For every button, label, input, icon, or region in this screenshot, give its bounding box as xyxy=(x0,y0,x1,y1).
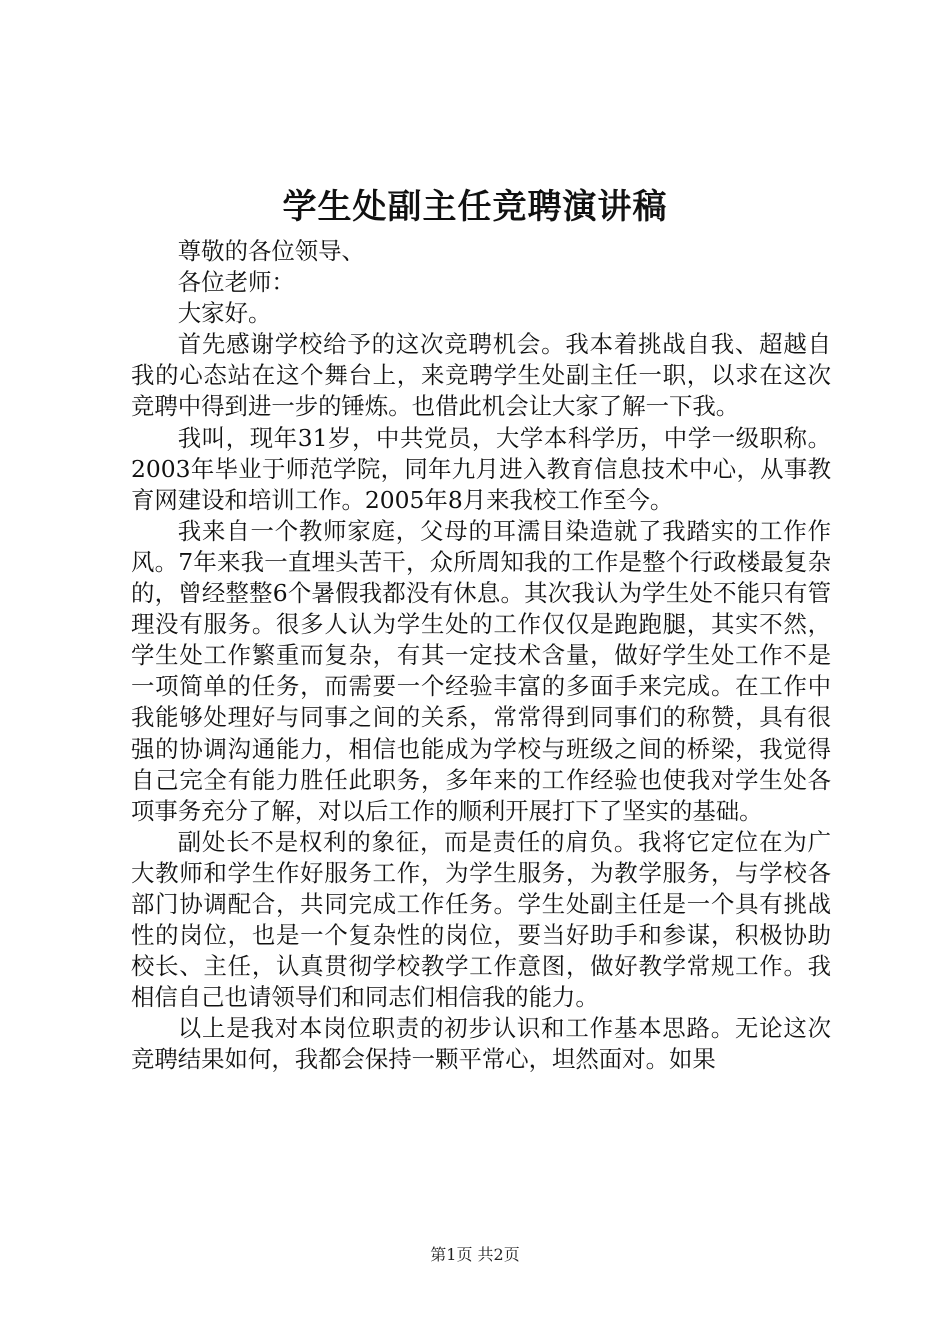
body-paragraph: 以上是我对本岗位职责的初步认识和工作基本思路。无论这次竞聘结果如何，我都会保持一颗平常心，坦然面对。如果 xyxy=(131,1014,831,1074)
body-paragraph: 我来自一个教师家庭，父母的耳濡目染造就了我踏实的工作作风。7年来我一直埋头苦干，众所周知我的工作是整个行政楼最复杂的，曾经整整6个暑假我都没有休息。其次我认为学生处不能只有管理没有服务。很多人认为学生处的工作仅仅是跑跑腿，其实不然，学生处工作繁重而复杂，有其一定技术含量，做好学生处工作不是一项简单的任务，而需要一个经验丰富的多面手来完成。在工作中我能够处理好与同事之间的关系，常常得到同事们的称赞，具有很强的协调沟通能力，相信也能成为学校与班级之间的桥梁，我觉得自己完全有能力胜任此职务，多年来的工作经验也使我对学生处各项事务充分了解，对以后工作的顺利开展打下了坚实的基础。 xyxy=(131,516,831,825)
greeting-line: 尊敬的各位领导、 xyxy=(177,237,365,265)
document-body xyxy=(131,236,831,1076)
body-paragraph: 首先感谢学校给予的这次竞聘机会。我本着挑战自我、超越自我的心态站在这个舞台上，来竞聘学生处副主任一职，以求在这次竞聘中得到进一步的锤炼。也借此机会让大家了解一下我。 xyxy=(131,330,831,421)
body-paragraph: 副处长不是权利的象征，而是责任的肩负。我将它定位在为广大教师和学生作好服务工作，为学生服务，为教学服务，与学校各部门协调配合，共同完成工作任务。学生处副主任是一个具有挑战性的岗位，也是一个复杂性的岗位，要当好助手和参谋，积极协助校长、主任，认真贯彻学校教学工作意图，做好教学常规工作。我相信自己也请领导们和同志们相信我的能力。 xyxy=(131,827,831,1012)
page-number-footer: 第1页 共2页 xyxy=(430,1245,520,1264)
greeting-line: 大家好。 xyxy=(177,299,272,328)
greeting-line: 各位老师： xyxy=(177,268,295,297)
body-paragraph: 我叫，现年31岁，中共党员，大学本科学历，中学一级职称。2003年毕业于师范学院，同年九月进入教育信息技术中心，从事教育网建设和培训工作。2005年8月来我校工作至今。 xyxy=(131,423,831,514)
page-title: 学生处副主任竞聘演讲稿 xyxy=(282,187,668,227)
